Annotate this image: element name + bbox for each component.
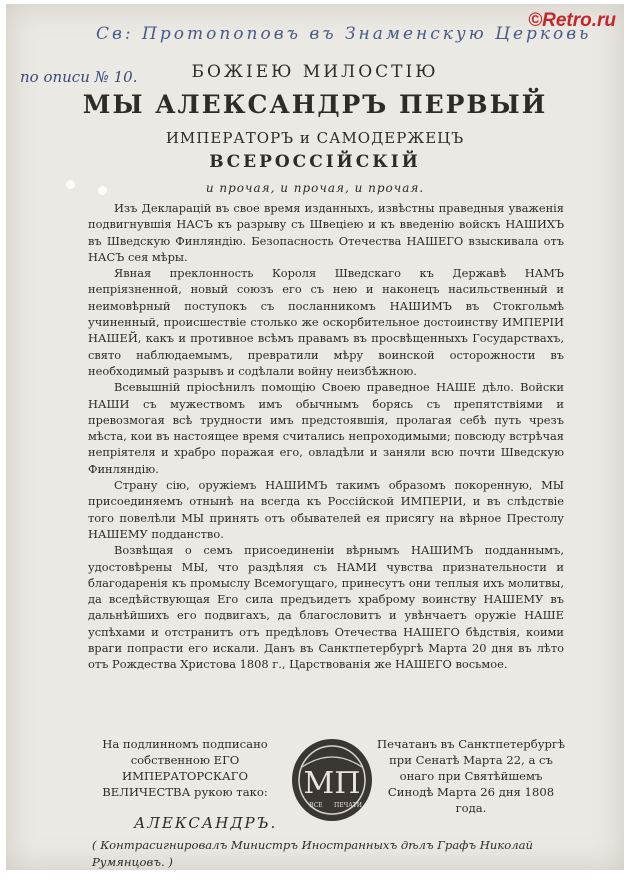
seal-caption-right: ПЕЧАТИ (333, 802, 363, 809)
printing-note: Печатанъ въ Санктпетербургѣ при Сенатѣ Марта 22, а съ онаго при Святѣйшемъ Синодѣ Марта 26 дня 1808 года. (377, 737, 565, 815)
countersignature: ( Контрасигнировалъ Министръ Иностранныхъ дѣлъ Графъ Николай Румянцовъ. ) (92, 838, 533, 869)
original-signed-note: На подлинномъ подписано собственною ЕГО ИМПЕРАТОРСКАГО ВЕЛИЧЕСТВА рукою тако: (102, 737, 268, 799)
manifesto-sheet (6, 4, 624, 870)
header-all-russian: ВСЕРОССІЙСКІЙ (209, 152, 421, 172)
paragraph: Возвѣщая о семъ присоединеніи вѣрнымъ НАШИМЪ подданнымъ, удостовѣрены МЫ, что раздѣляя съ НАМИ чувства признательности и благодаренія къ промыслу Всемогущаго, принесутъ они теплыя ихъ молитвы, да вседѣйствующая Его сила предъидетъ храброму воинству НАШЕМУ въ дальнѣйшихъ его подвигахъ, да благословитъ и увѣнчаетъ оружіе НАШЕ успѣхами и отстранитъ отъ предѣловъ Отечества НАШЕГО бѣдствія, коими враги попрасти его искали. Данъ въ Санктпетербургѣ Марта 20 дня въ лѣто отъ Рождества Христова 1808 г., Царствованія же НАШЕГО восьмое. (88, 543, 564, 672)
handwritten-reference: по описи № 10. (20, 68, 138, 86)
header-etcetera: и прочая, и прочая, и прочая. (205, 181, 425, 195)
header-title: ИМПЕРАТОРЪ и САМОДЕРЖЕЦЪ (165, 129, 465, 147)
header-emperor-name: МЫ АЛЕКСАНДРЪ ПЕРВЫЙ (82, 90, 548, 119)
paragraph: Страну сію, оружіемъ НАШИМЪ такимъ образомъ покоренную, МЫ присоединяемъ отнынѣ на всегда къ Россійской ИМПЕРІИ, и въ слѣдствіе того повелѣли МЫ принять отъ обывателей ея присягу на вѣрное Престолу НАШЕМУ подданство. (88, 478, 564, 541)
seal-stamp (290, 737, 374, 823)
watermark-logo: ©Retro.ru (528, 10, 616, 31)
handwritten-top-note: Св: Протопоповъ въ Знаменскую Церковь (96, 24, 592, 44)
manifesto-body (88, 200, 564, 673)
emperor-signature: АЛЕКСАНДРЪ. (134, 814, 278, 832)
seal-caption-left: ВСЕ (309, 802, 323, 809)
header-by-grace: БОЖІЕЮ МИЛОСТІЮ (191, 62, 439, 82)
seal-letters: МП (303, 766, 361, 801)
paragraph: Всевышній пріосѣнилъ помощію Своею праведное НАШЕ дѣло. Войски НАШИ съ мужествомъ имъ обычнымъ борясь съ препятствіями и превозмогая всѣ трудности имъ предстоявшія, пролагая себѣ путь чрезъ мѣста, кои въ настоящее время считались непроходимыми; повсюду встрѣчая непріятеля и храбро поражая его, овладѣли и заняли всю почти Шведскую Финляндію. (88, 380, 564, 476)
paragraph: Изъ Декларацій въ свое время изданныхъ, извѣстны праведныя уваженія подвигнувшія НАСЪ къ разрыву съ Швеціею и къ введенію войскъ НАШИХЪ въ Шведскую Финляндію. Безопасность Отечества НАШЕГО взыскивала отъ НАСЪ сея мѣры. (88, 201, 564, 264)
paragraph: Явная преклонность Короля Шведскаго къ Державѣ НАМЪ непріязненной, новый союзъ его съ нею и наконецъ насильственный и неимовѣрный поступокъ съ посланникомъ НАШИМЪ въ Стокгольмѣ учиненный, происшествіе столько же оскорбительное достоинству ИМПЕРІИ НАШЕЙ, какъ и противное всѣмъ правамъ въ просвѣщенныхъ Государствахъ, свято наблюдаемымъ, превратили мѣру воинской осторожности въ необходимый разрывъ и содѣлали войну неизбѣжною. (88, 266, 564, 378)
